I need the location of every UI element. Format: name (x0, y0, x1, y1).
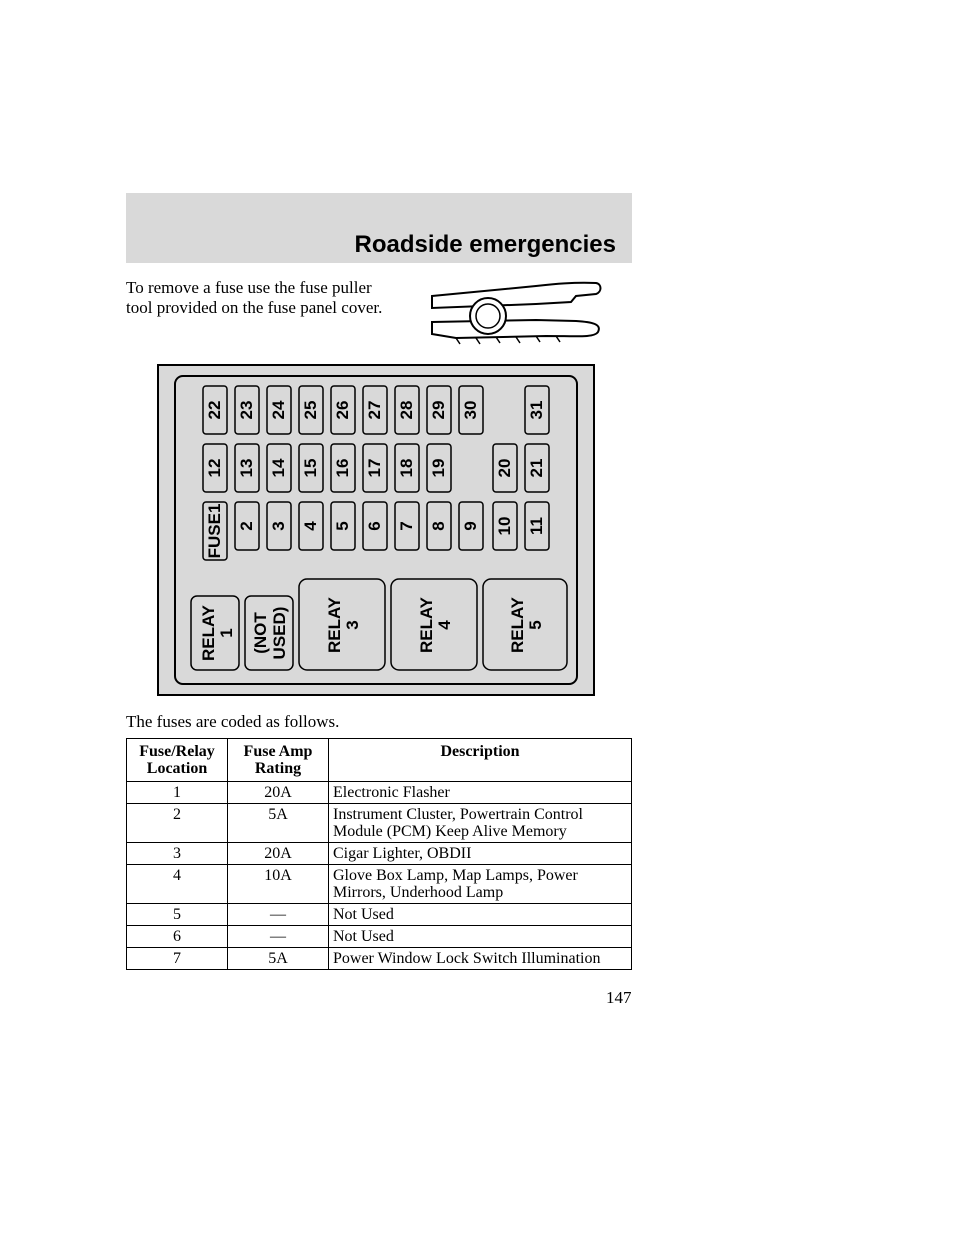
relay-label-line1: RELAY (199, 604, 218, 662)
intro-text: To remove a fuse use the fuse puller tool provided on the fuse panel cover. (126, 278, 383, 317)
relay-label-line1: RELAY (508, 596, 527, 654)
header-band (126, 193, 632, 263)
table-row (127, 948, 632, 970)
table-caption: The fuses are coded as follows. (126, 712, 340, 731)
fuse-label: 22 (205, 400, 224, 420)
fuse-label: 26 (333, 400, 352, 420)
relay-label-line2: 4 (435, 620, 454, 630)
fuse-label: 28 (397, 400, 416, 420)
fuse-label: 15 (301, 458, 320, 478)
section-title: Roadside emergencies (354, 231, 616, 258)
cell-description: Electronic Flasher (329, 782, 632, 804)
fuse-label: 25 (301, 400, 320, 420)
cell-rating: — (228, 904, 329, 926)
header-rating-line1: Fuse Amp (243, 743, 313, 760)
table-row (127, 843, 632, 865)
fuse-label: 13 (237, 458, 256, 478)
table-row (127, 782, 632, 804)
table-row (127, 904, 632, 926)
fuse-label: 8 (429, 521, 448, 531)
cell-location: 6 (127, 926, 228, 948)
cell-location: 4 (127, 865, 228, 904)
fuse-label: 30 (461, 400, 480, 420)
header-location-line1: Fuse/Relay (139, 743, 215, 760)
fuse-label: 3 (269, 521, 288, 531)
fuse-label: 18 (397, 458, 416, 478)
table-row (127, 865, 632, 904)
cell-rating: 5A (228, 948, 329, 970)
fuse-label: 5 (333, 521, 352, 531)
page-number: 147 (606, 988, 632, 1007)
relay-label-line2: 1 (217, 628, 236, 638)
relay-label-line2: 5 (526, 620, 545, 630)
relay-label-line1: RELAY (417, 596, 436, 654)
table-row (127, 804, 632, 843)
cell-location: 7 (127, 948, 228, 970)
cell-rating: 20A (228, 843, 329, 865)
cell-rating: 10A (228, 865, 329, 904)
fuse-table (126, 738, 632, 970)
fuse-panel-diagram (157, 364, 595, 696)
cell-rating: 5A (228, 804, 329, 843)
cell-location: 2 (127, 804, 228, 843)
fuse-label: 16 (333, 458, 352, 478)
header-rating (228, 739, 329, 782)
relay-label-line2: 3 (343, 620, 362, 630)
table-header-row (127, 739, 632, 782)
fuse-label: 31 (527, 400, 546, 420)
cell-description: Power Window Lock Switch Illumination (329, 948, 632, 970)
fuse-label: 12 (205, 458, 224, 478)
fuse-label: 23 (237, 400, 256, 420)
header-description: Description (329, 739, 632, 782)
fuse-label: 14 (269, 458, 288, 478)
relay-label-line1: (NOT (251, 612, 270, 654)
fuse-label: 20 (495, 458, 514, 478)
fuse-label: 6 (365, 521, 384, 531)
cell-location: 3 (127, 843, 228, 865)
fuse-label: 19 (429, 458, 448, 478)
cell-description: Glove Box Lamp, Map Lamps, Power Mirrors, Underhood Lamp (329, 865, 632, 904)
fuse-label: 29 (429, 400, 448, 420)
relay-label-line1: RELAY (325, 596, 344, 654)
cell-description: Not Used (329, 926, 632, 948)
cell-rating: — (228, 926, 329, 948)
fuse-label: FUSE1 (205, 503, 224, 559)
relay-label-line2: USED) (270, 606, 289, 660)
fuse-label: 17 (365, 458, 384, 478)
header-location-line2: Location (146, 760, 208, 777)
fuse-label: 4 (301, 521, 320, 531)
fuse-label: 9 (461, 521, 480, 531)
cell-description: Not Used (329, 904, 632, 926)
fuse-label: 2 (237, 521, 256, 531)
cell-rating: 20A (228, 782, 329, 804)
fuse-label: 21 (527, 458, 546, 478)
fuse-label: 10 (495, 516, 514, 536)
cell-description: Instrument Cluster, Powertrain Control Module (PCM) Keep Alive Memory (329, 804, 632, 843)
fuse-label: 11 (527, 517, 546, 535)
header-location (127, 739, 228, 782)
cell-description: Cigar Lighter, OBDII (329, 843, 632, 865)
fuse-label: 7 (397, 521, 416, 531)
fuse-row-middle (203, 444, 549, 492)
fuse-label: 24 (269, 400, 288, 420)
header-rating-line2: Rating (254, 760, 302, 777)
table-row (127, 926, 632, 948)
cell-location: 1 (127, 782, 228, 804)
fuse-puller-icon (426, 274, 606, 346)
cell-location: 5 (127, 904, 228, 926)
fuse-label: 27 (365, 400, 384, 420)
